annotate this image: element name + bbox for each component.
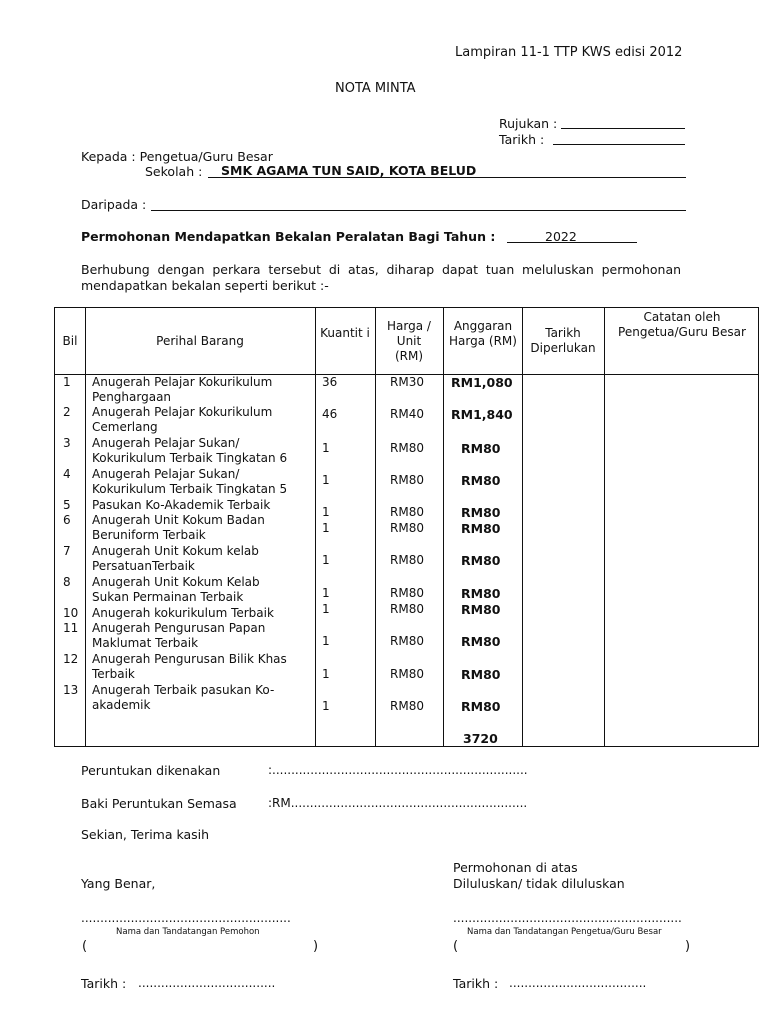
header-kuantiti: Kuantit i: [320, 326, 370, 340]
row-desc: Sukan Permainan Terbaik: [92, 590, 244, 604]
row-desc: Anugerah Pengurusan Bilik Khas: [92, 652, 287, 666]
row-desc: Kokurikulum Terbaik Tingkatan 6: [92, 451, 288, 465]
header-tarikh: Tarikh Diperlukan: [530, 326, 596, 355]
row-amount: RM80: [461, 634, 501, 649]
row-desc: Maklumat Terbaik: [92, 636, 199, 650]
paragraph-line-1: Berhubung dengan perkara tersebut di atas, diharap dapat tuan meluluskan permohonan: [81, 262, 682, 277]
header-catatan: Catatan oleh Pengetua/Guru Besar: [618, 310, 746, 339]
sekolah-label: Sekolah :: [145, 164, 203, 179]
row-bil: 4: [63, 467, 71, 481]
row-qty: 1: [322, 699, 330, 713]
subject-label: Permohonan Mendapatkan Bekalan Peralatan Bagi Tahun :: [81, 229, 496, 244]
applicant-paren-open: (: [82, 939, 88, 954]
row-desc: Anugerah Pelajar Kokurikulum: [92, 405, 273, 419]
row-amount: RM80: [461, 473, 501, 488]
row-desc: Anugerah Pengurusan Papan: [92, 621, 266, 635]
page-title: NOTA MINTA: [335, 81, 416, 96]
row-desc: Penghargaan: [92, 390, 172, 404]
row-desc: Cemerlang: [92, 420, 158, 434]
row-bil: 2: [63, 405, 71, 419]
row-price: RM80: [390, 521, 424, 535]
header-bil: Bil: [62, 334, 78, 348]
row-bil: 8: [63, 575, 71, 589]
peruntukan-label: Peruntukan dikenakan: [81, 763, 221, 778]
kepada-line: Kepada : Pengetua/Guru Besar: [81, 149, 273, 164]
peruntukan-field[interactable]: :...................................................................: [268, 763, 528, 777]
applicant-tarikh-label: Tarikh :: [81, 976, 127, 991]
principal-paren-close: ): [685, 939, 691, 954]
principal-paren-open: (: [453, 939, 459, 954]
row-desc: Beruniform Terbaik: [92, 528, 206, 542]
row-price: RM80: [390, 553, 424, 567]
sekian-text: Sekian, Terima kasih: [81, 827, 210, 842]
row-desc: Anugerah Terbaik pasukan Ko-: [92, 683, 275, 697]
row-bil: 12: [63, 652, 79, 666]
row-desc: Anugerah Unit Kokum Kelab: [92, 575, 260, 589]
row-bil: 13: [63, 683, 79, 697]
total-amount: 3720: [463, 731, 498, 746]
row-desc: Anugerah kokurikulum Terbaik: [92, 606, 274, 620]
row-bil: 3: [63, 436, 71, 450]
applicant-signature-line[interactable]: .......................................................: [81, 911, 291, 925]
row-price: RM80: [390, 667, 424, 681]
paragraph-line-2: mendapatkan bekalan seperti berikut :-: [81, 278, 329, 293]
row-bil: 7: [63, 544, 71, 558]
row-amount: RM80: [461, 521, 501, 536]
row-amount: RM80: [461, 553, 501, 568]
principal-tarikh-label: Tarikh :: [453, 976, 499, 991]
daripada-label: Daripada :: [81, 197, 147, 212]
row-bil: 10: [63, 606, 79, 620]
applicant-tarikh-field[interactable]: ....................................: [138, 976, 276, 990]
row-amount: RM80: [461, 602, 501, 617]
row-desc: Kokurikulum Terbaik Tingkatan 5: [92, 482, 288, 496]
row-amount: RM1,840: [451, 407, 513, 422]
row-bil: 6: [63, 513, 71, 527]
principal-signature-line[interactable]: ............................................................: [453, 911, 682, 925]
header-perihal: Perihal Barang: [156, 334, 244, 348]
applicant-paren-close: ): [313, 939, 319, 954]
row-amount: RM80: [461, 505, 501, 520]
row-price: RM40: [390, 407, 424, 421]
row-amount: RM80: [461, 667, 501, 682]
row-desc: PersatuanTerbaik: [92, 559, 195, 573]
applicant-signature-caption: Nama dan Tandatangan Pemohon: [116, 927, 260, 937]
row-amount: RM80: [461, 586, 501, 601]
row-amount: RM80: [461, 441, 501, 456]
row-price: RM80: [390, 473, 424, 487]
yang-benar: Yang Benar,: [81, 876, 156, 891]
approval-line-1: Permohonan di atas: [453, 860, 578, 875]
year-value: 2022: [545, 229, 577, 244]
baki-label: Baki Peruntukan Semasa: [81, 796, 237, 811]
principal-signature-caption: Nama dan Tandatangan Pengetua/Guru Besar: [467, 927, 662, 937]
rujukan-label: Rujukan :: [499, 116, 558, 131]
principal-tarikh-field[interactable]: ....................................: [509, 976, 647, 990]
row-price: RM80: [390, 699, 424, 713]
row-price: RM30: [390, 375, 424, 389]
row-qty: 1: [322, 521, 330, 535]
header-harga: Harga / Unit (RM): [387, 319, 431, 363]
daripada-field[interactable]: [151, 196, 686, 211]
row-price: RM80: [390, 634, 424, 648]
row-desc: Terbaik: [92, 667, 135, 681]
header-anggaran: Anggaran Harga (RM): [449, 319, 517, 348]
row-price: RM80: [390, 505, 424, 519]
row-desc: Anugerah Pelajar Sukan/: [92, 467, 240, 481]
row-qty: 1: [322, 505, 330, 519]
row-price: RM80: [390, 602, 424, 616]
row-qty: 1: [322, 473, 330, 487]
row-desc: Anugerah Unit Kokum Badan: [92, 513, 265, 527]
row-desc: Anugerah Pelajar Sukan/: [92, 436, 240, 450]
row-desc: Anugerah Pelajar Kokurikulum: [92, 375, 273, 389]
approval-line-2: Diluluskan/ tidak diluluskan: [453, 876, 625, 891]
row-price: RM80: [390, 586, 424, 600]
row-bil: 5: [63, 498, 71, 512]
appendix-reference: Lampiran 11-1 TTP KWS edisi 2012: [455, 45, 683, 60]
row-qty: 1: [322, 667, 330, 681]
tarikh-top-field[interactable]: [553, 131, 685, 145]
row-qty: 1: [322, 441, 330, 455]
row-qty: 1: [322, 586, 330, 600]
sekolah-value: SMK AGAMA TUN SAID, KOTA BELUD: [221, 163, 477, 178]
row-desc: akademik: [92, 698, 151, 712]
baki-field[interactable]: :RM..............................................................: [268, 796, 528, 810]
row-desc: Pasukan Ko-Akademik Terbaik: [92, 498, 271, 512]
row-bil: 11: [63, 621, 79, 635]
row-bil: 1: [63, 375, 71, 389]
rujukan-field[interactable]: [561, 115, 685, 129]
row-amount: RM1,080: [451, 375, 513, 390]
row-price: RM80: [390, 441, 424, 455]
row-qty: 46: [322, 407, 338, 421]
row-qty: 1: [322, 553, 330, 567]
row-qty: 1: [322, 602, 330, 616]
request-table: [54, 307, 759, 747]
row-qty: 1: [322, 634, 330, 648]
row-desc: Anugerah Unit Kokum kelab: [92, 544, 259, 558]
row-amount: RM80: [461, 699, 501, 714]
tarikh-top-label: Tarikh :: [499, 132, 545, 147]
row-qty: 36: [322, 375, 338, 389]
